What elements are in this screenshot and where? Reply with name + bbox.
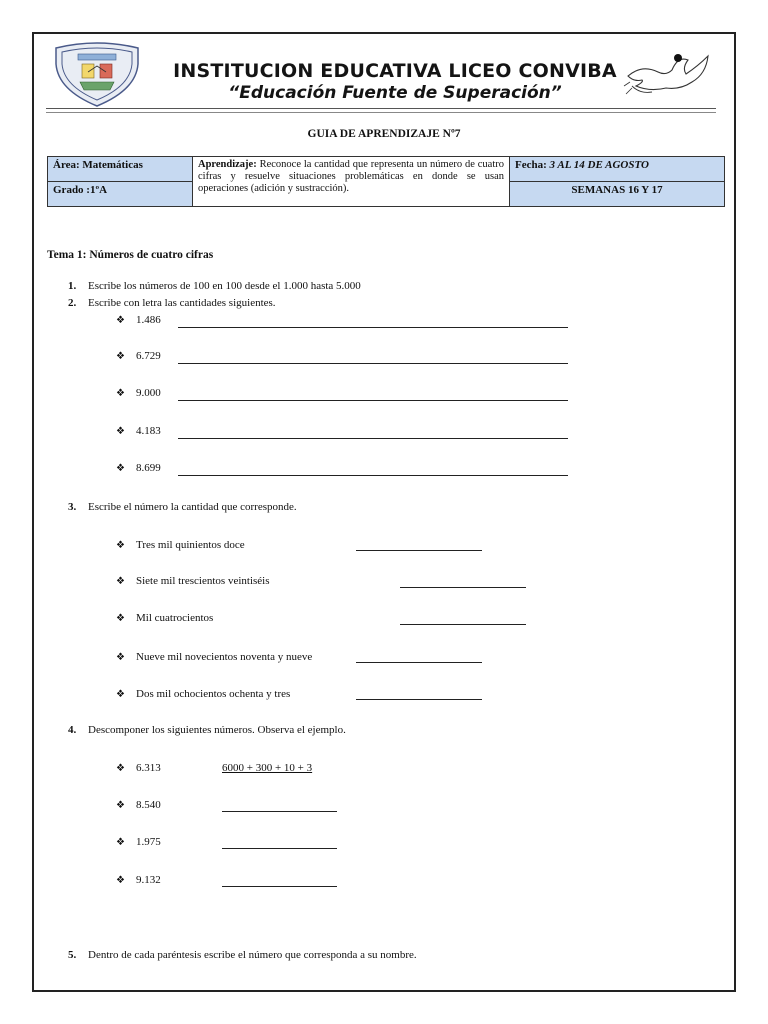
item-text: Escribe los números de 100 en 100 desde el 1.000 hasta 5.000	[88, 280, 361, 292]
bullet-icon: ❖	[116, 540, 125, 551]
item-number: 3.	[68, 501, 77, 513]
item-5	[68, 949, 417, 961]
answer-line[interactable]	[400, 587, 526, 588]
answer-line[interactable]	[356, 550, 482, 551]
institution-motto: “Educación Fuente de Superación”	[228, 83, 562, 103]
aprendizaje-text: Reconoce la cantidad que representa un número de cuatro cifras y resuelve situaciones problemáticas en donde se usan operaciones (adición y sustracción).	[198, 159, 504, 194]
area-cell: Área: Matemáticas	[48, 157, 193, 182]
phrase-1: ❖ Tres mil quinientos doce	[116, 539, 245, 551]
answer-line[interactable]	[222, 886, 337, 887]
bullet-icon: ❖	[116, 351, 125, 362]
number-4: ❖ 9.132	[116, 874, 161, 886]
bullet-icon: ❖	[116, 800, 125, 811]
answer-line[interactable]	[222, 848, 337, 849]
answer-line[interactable]	[178, 363, 568, 364]
decomposition-example: 6000 + 300 + 10 + 3	[222, 762, 313, 774]
answer-line[interactable]	[178, 475, 568, 476]
answer-line[interactable]	[356, 699, 482, 700]
fecha-cell	[510, 157, 725, 182]
bullet-icon: ❖	[116, 613, 125, 624]
bullet-icon: ❖	[116, 652, 125, 663]
school-shield-logo	[48, 42, 146, 108]
answer-line[interactable]	[178, 327, 568, 328]
number-2: ❖ 8.540	[116, 799, 161, 811]
bullet-icon: ❖	[116, 837, 125, 848]
dove-logo	[622, 46, 714, 104]
item-number: 4.	[68, 724, 77, 736]
bullet-icon: ❖	[116, 388, 125, 399]
tema-heading: Tema 1: Números de cuatro cifras	[47, 249, 214, 261]
answer-line[interactable]	[222, 811, 337, 812]
number-3: ❖ 1.975	[116, 836, 161, 848]
answer-line[interactable]	[178, 438, 568, 439]
item-number: 5.	[68, 949, 77, 961]
header-rule	[46, 108, 716, 109]
grade-cell: Grado :1ºA	[48, 182, 193, 207]
item-number: 2.	[68, 297, 77, 309]
phrase-3: ❖ Mil cuatrocientos	[116, 612, 214, 624]
bullet-icon: ❖	[116, 763, 125, 774]
bullet-icon: ❖	[116, 463, 125, 474]
item-3	[68, 501, 297, 513]
bullet-icon: ❖	[116, 315, 125, 326]
quantity-5: ❖ 8.699	[116, 462, 161, 474]
institution-name: INSTITUCION EDUCATIVA LICEO CONVIBA	[173, 60, 617, 82]
quantity-1: ❖ 1.486	[116, 314, 161, 326]
phrase-2: ❖ Siete mil trescientos veintiséis	[116, 575, 270, 587]
phrase-4: ❖ Nueve mil novecientos noventa y nueve	[116, 651, 313, 663]
bullet-icon: ❖	[116, 689, 125, 700]
quantity-3: ❖ 9.000	[116, 387, 161, 399]
fecha-label: Fecha:	[515, 159, 547, 171]
answer-line[interactable]	[356, 662, 482, 663]
item-text: Descomponer los siguientes números. Observa el ejemplo.	[88, 724, 346, 736]
aprendizaje-label: Aprendizaje:	[198, 159, 257, 170]
header-rule-thin	[46, 112, 716, 113]
bullet-icon: ❖	[116, 426, 125, 437]
item-text: Escribe el número la cantidad que corresponde.	[88, 501, 297, 513]
semanas-cell: SEMANAS 16 Y 17	[510, 182, 725, 207]
answer-line[interactable]	[400, 624, 526, 625]
item-2	[68, 297, 276, 309]
item-text: Escribe con letra las cantidades siguientes.	[88, 297, 276, 309]
guide-title: GUIA DE APRENDIZAJE Nº7	[307, 128, 461, 140]
aprendizaje-cell	[193, 157, 510, 207]
quantity-2: ❖ 6.729	[116, 350, 161, 362]
item-text: Dentro de cada paréntesis escribe el número que corresponda a su nombre.	[88, 949, 417, 961]
info-table	[47, 156, 725, 207]
answer-line[interactable]	[178, 400, 568, 401]
quantity-4: ❖ 4.183	[116, 425, 161, 437]
phrase-5: ❖ Dos mil ochocientos ochenta y tres	[116, 688, 291, 700]
number-1: ❖ 6.313	[116, 762, 161, 774]
item-number: 1.	[68, 280, 77, 292]
bullet-icon: ❖	[116, 875, 125, 886]
item-4	[68, 724, 346, 736]
item-1	[68, 280, 361, 292]
fecha-value: 3 AL 14 DE AGOSTO	[549, 159, 649, 171]
bullet-icon: ❖	[116, 576, 125, 587]
